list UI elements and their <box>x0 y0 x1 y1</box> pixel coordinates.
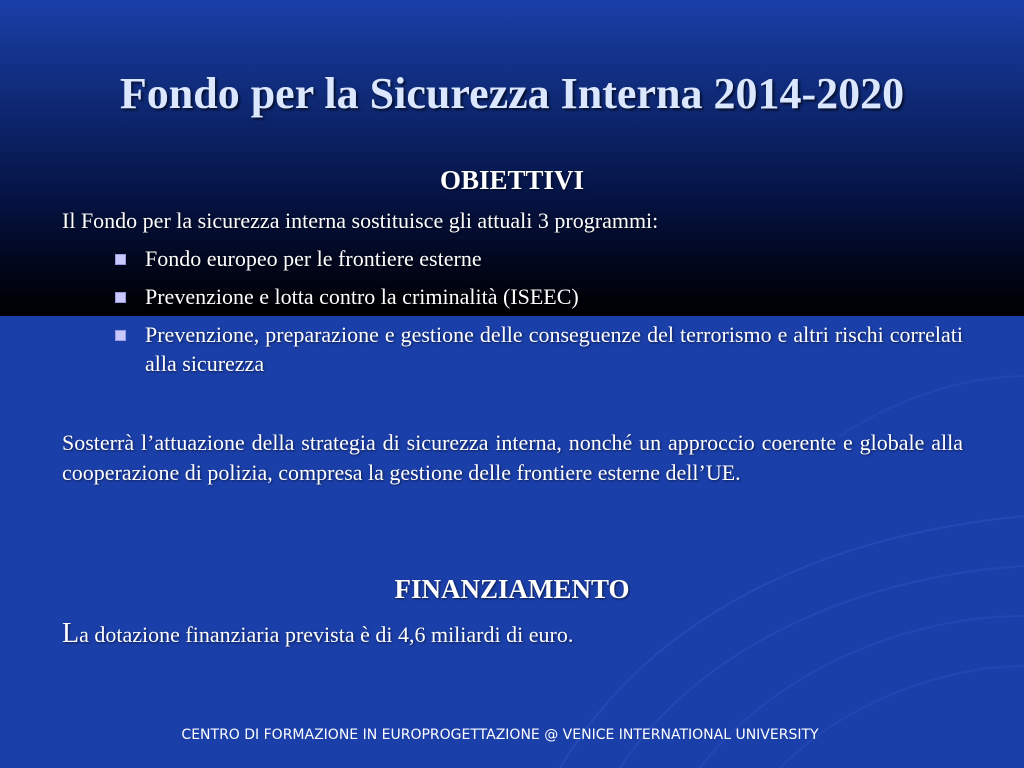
square-bullet-icon <box>115 292 126 303</box>
square-bullet-icon <box>115 254 126 265</box>
funding-statement <box>62 618 962 650</box>
programs-list <box>115 244 963 387</box>
list-item <box>115 282 963 311</box>
list-item <box>115 320 963 378</box>
square-bullet-icon <box>115 330 126 341</box>
funding-heading: FINANZIAMENTO <box>394 574 630 604</box>
list-item-text: Prevenzione, preparazione e gestione delle conseguenze del terrorismo e altri rischi correlati alla sicurezza <box>145 322 963 376</box>
list-item-text: Prevenzione e lotta contro la criminalità (ISEEC) <box>145 284 579 309</box>
funding-first-letter: L <box>62 618 80 649</box>
slide-title: Fondo per la Sicurezza Interna 2014-2020 <box>119 69 905 118</box>
list-item-text: Fondo europeo per le frontiere esterne <box>145 246 482 271</box>
slide-footer: CENTRO DI FORMAZIONE IN EUROPROGETTAZIONE @ VENICE INTERNATIONAL UNIVERSITY <box>181 727 819 743</box>
objectives-heading: OBIETTIVI <box>439 165 585 195</box>
strategy-paragraph: Sosterrà l’attuazione della strategia di sicurezza interna, nonché un approccio coerente e globale alla cooperazione di polizia, compresa la gestione delle frontiere esterne dell’UE. <box>62 430 963 485</box>
list-item <box>115 244 963 273</box>
funding-text: a dotazione finanziaria prevista è di 4,6 miliardi di euro. <box>79 622 574 647</box>
objectives-intro: Il Fondo per la sicurezza interna sostituisce gli attuali 3 programmi: <box>62 208 659 233</box>
